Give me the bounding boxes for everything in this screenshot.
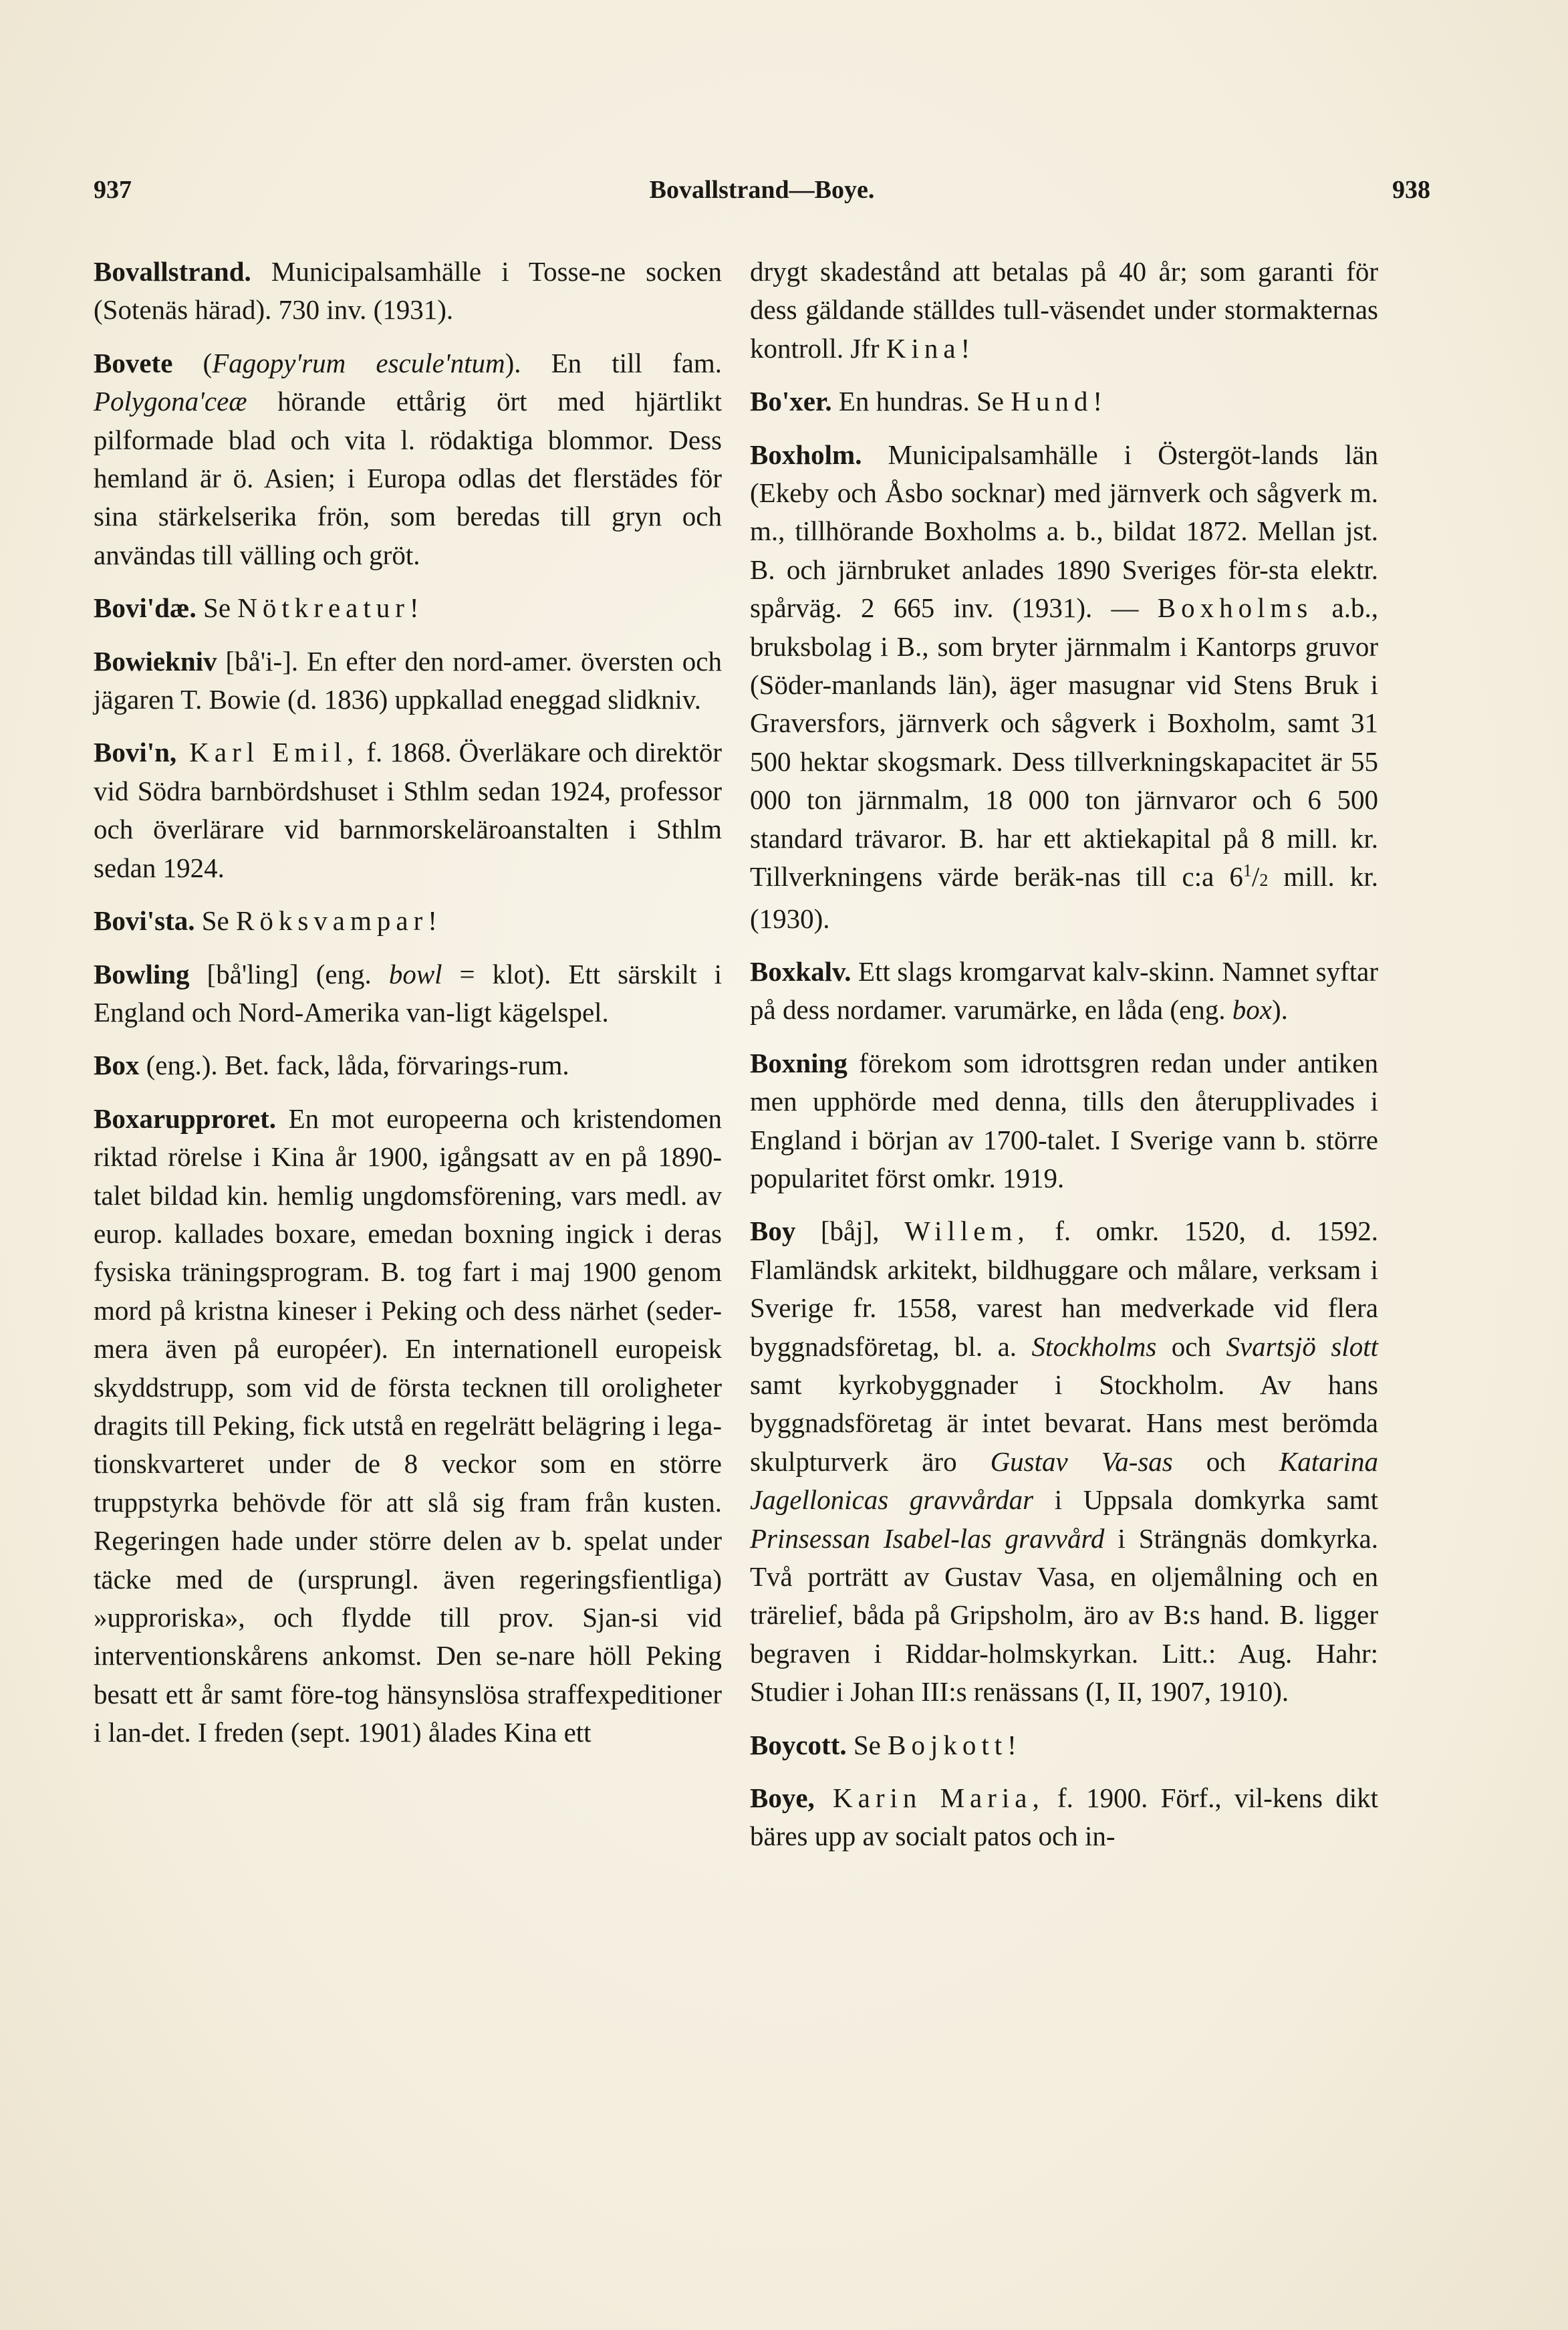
entry-text: Ett slags kromgarvat kalv-skinn. Namnet syftar på dess nordamer. varumärke, en låda (eng. [750,955,1378,1026]
entry-text: Se [194,905,236,937]
entry-boye [750,1779,1378,1856]
headword: Boxarupproret. [94,1102,276,1134]
headword: Boxning [750,1047,847,1078]
fraction-numerator: 1 [1243,860,1252,881]
entry-text: (eng.). Bet. fack, låda, förvarings-rum. [139,1050,569,1081]
cross-reference: Bojkott! [888,1729,1022,1760]
entry-bowling [94,955,722,1032]
entry-bovallstrand [94,253,722,330]
headword: Bovi'n, [94,737,177,768]
running-header [94,175,1430,215]
entry-text: [båj], [795,1215,905,1247]
page-number-right: 938 [1392,176,1430,204]
headword: Box [94,1050,140,1081]
entry-bovete [94,344,722,574]
entry-bovista [94,902,722,940]
entry-text: a.b., bruksbolag i B., som bryter järnmalm i Kantorps gruvor (Söder-manlands län), äger masugnar vid Stens Bruk i Graversfors, järnverk och sågverk i Boxholm, samt 31 500 hektar skogsmark. Dess tillverkningskapacitet är 55 000 ton järnmalm, 18 000 ton järnvaror och 6 500 standard trävaror. B. har ett aktiekapital på 8 mill. kr. Tillverkningens värde beräk-nas till c:a 6 [750,592,1378,893]
entry-bowiekniv [94,643,722,719]
headword: Bovete [94,347,173,378]
entry-boxholm [750,436,1378,938]
entry-text: [bå'ling] (eng. [189,958,389,989]
page-number-left: 937 [94,176,132,204]
entry-text: drygt skadestånd att betalas på 40 år; som garanti för dess gäldande ställdes tull-väsendet under stormakternas kontroll. Jfr [750,256,1378,364]
work-title: Stockholms [1031,1330,1157,1362]
running-title: Bovallstrand—Boye. [649,176,875,204]
work-title: Prinsessan Isabel-las gravvård [750,1522,1105,1554]
headword: Boxholm. [750,439,862,470]
headword: Bowiekniv [94,645,217,677]
entry-text: En mot europeerna och kristendomen riktad rörelse i Kina år 1900, igångsatt av en på 1890-talet bildad kin. hemlig ungdomsförening, vars medl. av europ. kallades boxare, emedan boxning ingick i deras fysiska träningsprogram. B. tog fart i maj 1900 genom mord på kristna kineser i Peking och dess närhet (seder-mera även på européer). En internationell europeisk skyddstrupp, som vid de första tecknen till oroligheter dragits till Peking, fick utstå en regelrätt belägring i lega-tionskvarteret under de 8 veckor som en större truppstyrka behövde för att slå sig fram från kusten. Regeringen hade under större delen av b. spelat under täcke med de (ursprungl. även regeringsfientliga) »upproriska», och flydde till prov. Sjan-si vid interventionskårens ankomst. Den se-nare höll Peking besatt ett år samt före-tog hänsynslösa straffexpeditioner i lan-det. I freden (sept. 1901) ålades Kina ett [94,1102,722,1748]
entry-text: Se [846,1729,888,1760]
entry-text: Municipalsamhälle i Östergöt-lands län (Ekeby och Åsbo socknar) med järnverk och sågverk m. m., tillhörande Boxholms a. b., bildat 1872. Mellan jst. B. och järnbruket anlades 1890 Sveriges för-sta elektr. spårväg. 2 665 inv. (1931). — [750,439,1378,624]
entry-bovidae [94,589,722,627]
entry-boxer [750,382,1378,421]
entry-text: i Uppsala domkyrka samt [1033,1484,1379,1516]
entry-text: och [1156,1330,1226,1362]
entry-continuation [750,253,1378,368]
headword: Bovi'dæ. [94,592,197,624]
entry-text: ( [172,347,213,378]
headword: Bo'xer. [750,386,832,417]
entry-text: = klot). Ett särskilt i England och Nord-Amerika van-ligt kägelspel. [94,958,722,1028]
entry-text: samt kyrkobyggnader i Stockholm. Av hans byggnadsföretag är intet bevarat. Hans mest berömda skulpturverk äro [750,1369,1378,1477]
cross-reference: Nötkreatur! [237,592,424,624]
person-name: Karin Maria, [814,1782,1045,1814]
entry-text: f. 1900. Förf., vil-kens dikt bäres upp av socialt patos och in- [750,1782,1378,1852]
entry-text: förekom som idrottsgren redan under antiken men upphörde med denna, tills den återupplivades i England i början av 1700-talet. I Sverige vann b. större popularitet först omkr. 1919. [750,1047,1378,1193]
entry-boy [750,1212,1378,1711]
english-word: box [1232,994,1272,1026]
fraction-denominator: 2 [1259,870,1269,891]
entry-text: Se [196,592,238,624]
entry-box [94,1046,722,1084]
headword: Bovi'sta. [94,905,195,937]
entry-text: mill. kr. (1930). [750,861,1378,934]
entry-text: ). En till fam. [505,347,722,378]
entry-boycott [750,1726,1378,1764]
cross-reference: Röksvampar! [236,905,442,937]
left-column [94,253,722,1767]
entry-text: hörande ettårig ört med hjärtlikt pilformade blad och vita l. rödaktiga blommor. Dess hemland är ö. Asien; i Europa odlas det flerstädes för sina stärkelserika frön, som beredas till gryn och användas till välling och gröt. [94,386,722,570]
headword: Bovallstrand. [94,256,251,287]
entry-boxkalv [750,953,1378,1030]
entry-text: [bå'i-]. En efter den nord-amer. översten och jägaren T. Bowie (d. 1836) uppkallad eneggad slidkniv. [94,645,722,715]
family-name: Polygona'ceæ [94,386,247,417]
headword: Boy [750,1215,796,1247]
person-name: Willem, [904,1215,1030,1247]
person-name: Karl Emil, [176,737,360,768]
latin-name: Fagopy'rum escule'ntum [212,347,505,378]
headword: Boycott. [750,1729,847,1760]
work-title: Katarina Jagellonicas gravvårdar [750,1445,1379,1516]
cross-reference: Kina! [886,332,976,364]
entry-text: f. 1868. Överläkare och direktör vid Södra barnbördshuset i Sthlm sedan 1924, professor och överlärare vid barnmorskeläroanstalten i Sthlm sedan 1924. [94,737,722,883]
entry-text: Municipalsamhälle i Tosse-ne socken (Sotenäs härad). 730 inv. (1931). [94,256,722,326]
headword: Boye, [750,1782,815,1814]
right-column [750,253,1378,1871]
headword: Boxkalv. [750,955,852,987]
work-title: Svartsjö slott [1226,1330,1378,1362]
company-name: Boxholms [1157,592,1313,624]
entry-bovin [94,733,722,887]
headword: Bowling [94,958,190,989]
entry-boxning [750,1044,1378,1198]
entry-boxarupproret [94,1100,722,1752]
english-word: bowl [388,958,442,989]
entry-text: i Strängnäs domkyrka. Två porträtt av Gustav Vasa, en oljemålning och en trärelief, båda på Gripsholm, äro av B:s hand. B. ligger begraven i Riddar-holmskyrkan. Litt.: Aug. Hahr: Studier i Johan III:s renässans (I, II, 1907, 1910). [750,1522,1378,1708]
entry-text: f. omkr. 1520, d. 1592. Flamländsk arkitekt, bildhuggare och målare, verksam i Sverige fr. 1558, varest han medverkade vid flera byggnadsföretag, bl. a. [750,1215,1378,1362]
fraction-separator: / [1251,861,1260,893]
work-title: Gustav Va-sas [990,1445,1173,1477]
entry-text: ). [1271,994,1288,1026]
entry-text: En hundras. Se [831,386,1011,417]
cross-reference: Hund! [1011,386,1107,417]
entry-text: och [1172,1445,1279,1477]
